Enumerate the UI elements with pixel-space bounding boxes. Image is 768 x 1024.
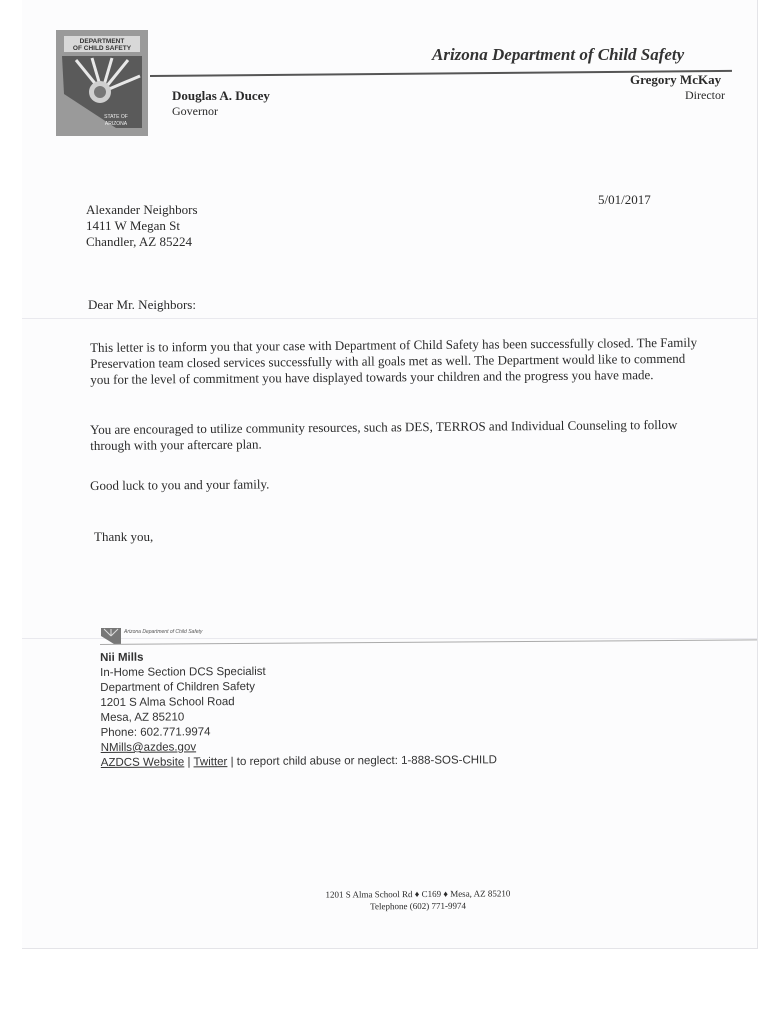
director-name: Gregory McKay [630, 72, 722, 87]
governor-title: Governor [172, 104, 218, 118]
body-paragraph: This letter is to inform you that your case with Department of Child Safety has been successfully closed. The Family Preservation team closed services successfully with all goals met as well. The Department would like to commend you for the level of commitment you have displayed towards your children and the progress you have made. [90, 334, 698, 387]
signer-city: Mesa, AZ 85210 [100, 711, 185, 724]
footer [258, 887, 578, 913]
link-separator: | [230, 756, 234, 769]
closing: Thank you, [94, 529, 154, 544]
signer-street: 1201 S Alma School Road [100, 696, 235, 709]
salutation: Dear Mr. Neighbors: [88, 297, 196, 312]
body-paragraph: You are encouraged to utilize community resources, such as DES, TERROS and Individual Counseling to follow through with your aftercare plan. [90, 416, 678, 453]
signature-links-row [101, 753, 497, 771]
fold-crease [22, 638, 757, 639]
report-hotline-text: to report child abuse or neglect: 1-888-SOS-CHILD [236, 754, 497, 769]
signer-phone: Phone: 602.771.9974 [100, 726, 211, 739]
dcs-seal-logo [56, 30, 148, 136]
signer-org: Department of Children Safety [100, 680, 255, 694]
signature-logo-caption: Arizona Department of Child Safety [124, 629, 203, 635]
twitter-link[interactable]: Twitter [193, 756, 228, 769]
svg-text:DEPARTMENT: DEPARTMENT [79, 38, 125, 45]
letter-date: 5/01/2017 [598, 192, 651, 207]
footer-telephone: Telephone (602) 771-9974 [370, 900, 466, 912]
letter-page [22, 0, 758, 949]
signer-title: In-Home Section DCS Specialist [100, 665, 266, 679]
director-title: Director [685, 88, 725, 102]
footer-address: 1201 S Alma School Rd ♦ C169 ♦ Mesa, AZ 85210 [325, 888, 511, 900]
recipient-street: 1411 W Megan St [86, 218, 181, 233]
recipient-city: Chandler, AZ 85224 [86, 234, 192, 249]
body-paragraph: Good luck to you and your family. [90, 476, 270, 493]
signer-name: Nii Mills [100, 651, 144, 664]
governor-name: Douglas A. Ducey [172, 88, 270, 103]
signature-block [100, 648, 497, 771]
svg-text:OF CHILD SAFETY: OF CHILD SAFETY [72, 45, 132, 52]
svg-text:STATE OF: STATE OF [104, 114, 128, 120]
azdcs-website-link[interactable]: AZDCS Website [100, 756, 185, 769]
signer-email-link[interactable]: NMills@azdes.gov [100, 741, 197, 754]
department-name: Arizona Department of Child Safety [432, 45, 685, 64]
svg-text:ARIZONA: ARIZONA [104, 121, 128, 127]
link-separator: | [187, 756, 191, 769]
signature-rule [100, 639, 758, 645]
recipient-address [86, 202, 198, 250]
fold-crease [22, 318, 757, 319]
recipient-name: Alexander Neighbors [86, 202, 198, 217]
